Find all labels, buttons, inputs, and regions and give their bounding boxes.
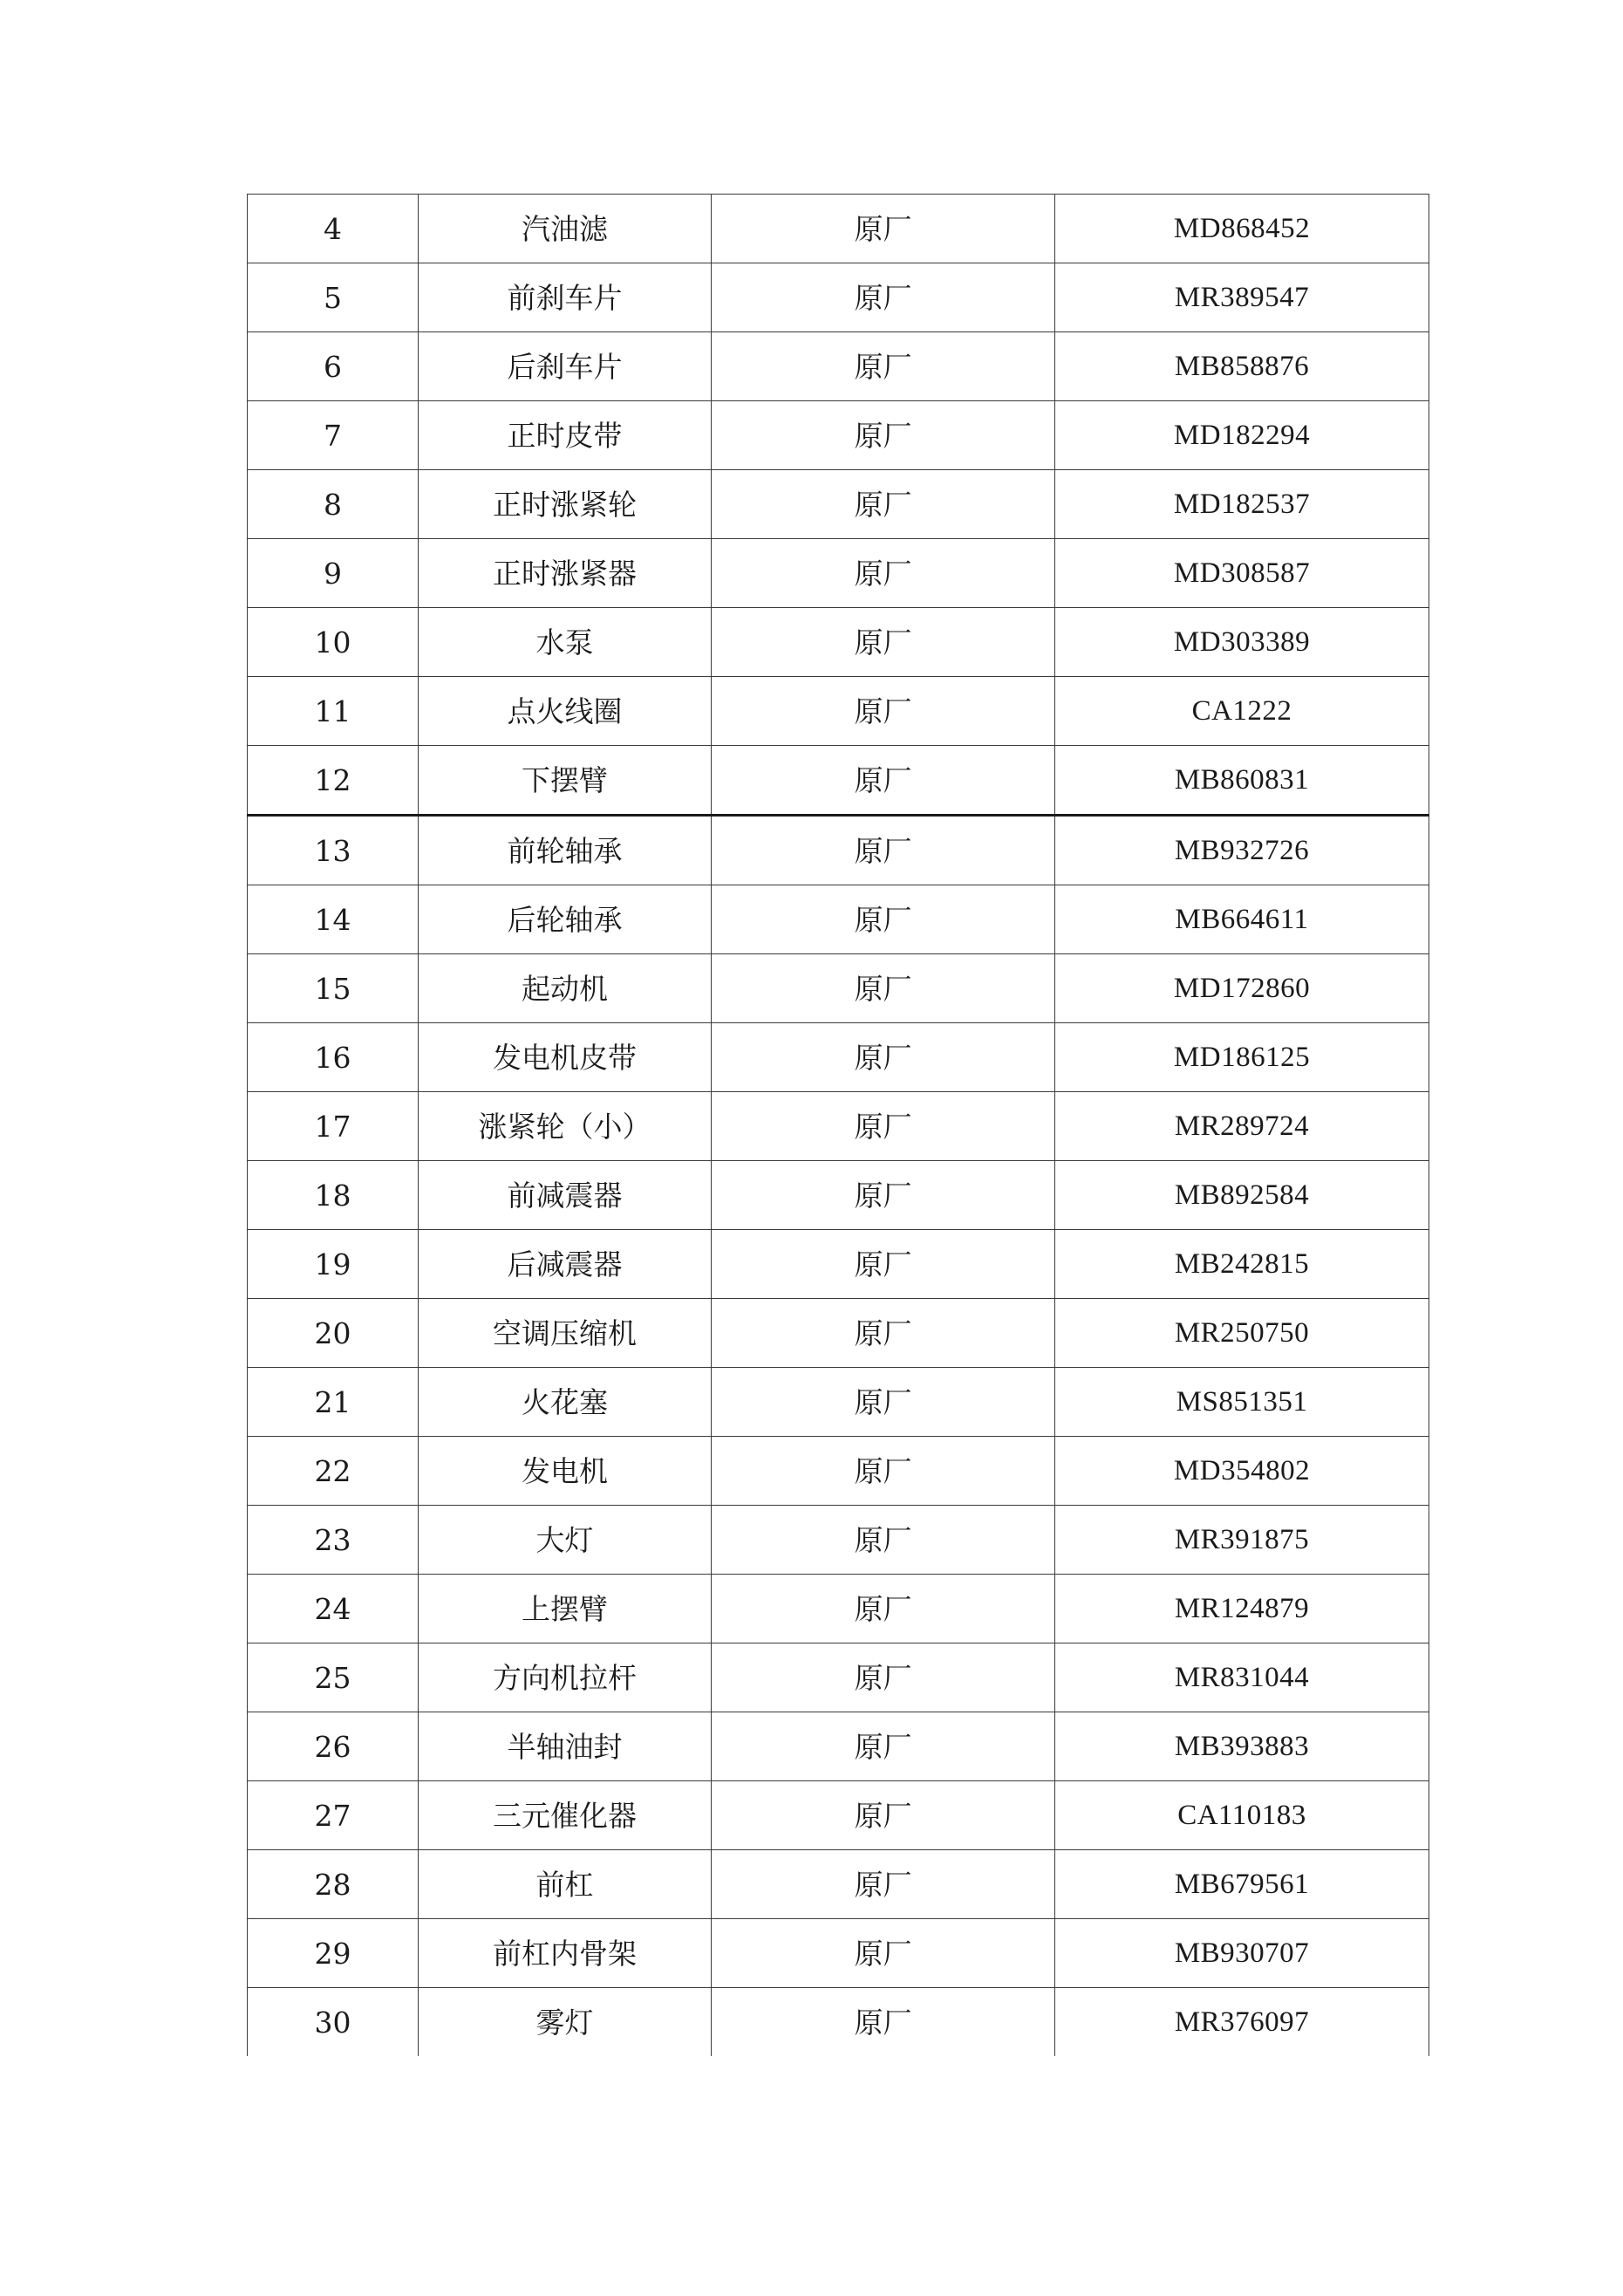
table-row [248,1575,1429,1643]
table-row [248,1230,1429,1299]
row-number: 24 [248,1575,419,1643]
part-source: 原厂 [712,1643,1055,1712]
part-name: 点火线圈 [419,677,712,746]
part-code: CA1222 [1055,677,1429,746]
part-code: MR831044 [1055,1643,1429,1712]
part-code: MB242815 [1055,1230,1429,1299]
part-name: 雾灯 [419,1988,712,2057]
part-source: 原厂 [712,816,1055,885]
table-row [248,1506,1429,1575]
table-row [248,746,1429,816]
part-source: 原厂 [712,1368,1055,1437]
table-row [248,1092,1429,1161]
row-number: 9 [248,539,419,608]
part-source: 原厂 [712,1161,1055,1230]
part-name: 正时涨紧器 [419,539,712,608]
table-row [248,1781,1429,1850]
part-name: 前刹车片 [419,263,712,332]
part-code: MR124879 [1055,1575,1429,1643]
row-number: 16 [248,1023,419,1092]
row-number: 22 [248,1437,419,1506]
row-number: 11 [248,677,419,746]
part-code: MB664611 [1055,885,1429,954]
part-name: 上摆臂 [419,1575,712,1643]
row-number: 15 [248,954,419,1023]
part-source: 原厂 [712,885,1055,954]
table-row [248,816,1429,885]
parts-table-body [248,195,1429,2057]
part-name: 后轮轴承 [419,885,712,954]
row-number: 27 [248,1781,419,1850]
part-code: MR376097 [1055,1988,1429,2057]
part-source: 原厂 [712,1712,1055,1781]
part-code: MD186125 [1055,1023,1429,1092]
row-number: 4 [248,195,419,263]
row-number: 26 [248,1712,419,1781]
table-row [248,401,1429,470]
table-row [248,1023,1429,1092]
part-name: 后刹车片 [419,332,712,401]
row-number: 25 [248,1643,419,1712]
table-row [248,885,1429,954]
row-number: 17 [248,1092,419,1161]
part-source: 原厂 [712,1781,1055,1850]
table-row [248,1988,1429,2057]
table-row [248,1299,1429,1368]
table-row [248,332,1429,401]
row-number: 7 [248,401,419,470]
part-code: MR250750 [1055,1299,1429,1368]
part-source: 原厂 [712,470,1055,539]
part-source: 原厂 [712,1988,1055,2057]
row-number: 28 [248,1850,419,1919]
part-name: 前减震器 [419,1161,712,1230]
part-source: 原厂 [712,1023,1055,1092]
part-code: MD354802 [1055,1437,1429,1506]
part-name: 后减震器 [419,1230,712,1299]
row-number: 30 [248,1988,419,2057]
table-row [248,1368,1429,1437]
part-source: 原厂 [712,1092,1055,1161]
row-number: 13 [248,816,419,885]
row-number: 10 [248,608,419,677]
row-number: 18 [248,1161,419,1230]
part-source: 原厂 [712,195,1055,263]
part-name: 起动机 [419,954,712,1023]
row-number: 12 [248,746,419,816]
part-code: MB858876 [1055,332,1429,401]
part-name: 空调压缩机 [419,1299,712,1368]
row-number: 5 [248,263,419,332]
part-name: 火花塞 [419,1368,712,1437]
table-row [248,1161,1429,1230]
part-code: MR289724 [1055,1092,1429,1161]
table-row [248,1919,1429,1988]
part-source: 原厂 [712,608,1055,677]
part-source: 原厂 [712,1506,1055,1575]
table-row [248,263,1429,332]
part-name: 发电机 [419,1437,712,1506]
part-name: 水泵 [419,608,712,677]
table-row [248,1712,1429,1781]
part-code: MD172860 [1055,954,1429,1023]
part-source: 原厂 [712,1230,1055,1299]
table-row [248,677,1429,746]
part-code: MR391875 [1055,1506,1429,1575]
part-name: 下摆臂 [419,746,712,816]
part-code: CA110183 [1055,1781,1429,1850]
part-name: 三元催化器 [419,1781,712,1850]
part-code: MB892584 [1055,1161,1429,1230]
part-name: 汽油滤 [419,195,712,263]
row-number: 21 [248,1368,419,1437]
part-code: MB932726 [1055,816,1429,885]
part-name: 大灯 [419,1506,712,1575]
table-row [248,608,1429,677]
part-name: 涨紧轮（小） [419,1092,712,1161]
table-row [248,954,1429,1023]
part-source: 原厂 [712,1850,1055,1919]
part-source: 原厂 [712,539,1055,608]
row-number: 23 [248,1506,419,1575]
part-name: 方向机拉杆 [419,1643,712,1712]
part-source: 原厂 [712,332,1055,401]
part-source: 原厂 [712,954,1055,1023]
part-code: MS851351 [1055,1368,1429,1437]
part-code: MD182537 [1055,470,1429,539]
part-name: 前杠 [419,1850,712,1919]
part-name: 正时皮带 [419,401,712,470]
table-row [248,1643,1429,1712]
row-number: 6 [248,332,419,401]
table-row [248,195,1429,263]
row-number: 19 [248,1230,419,1299]
part-source: 原厂 [712,263,1055,332]
part-code: MD868452 [1055,195,1429,263]
part-code: MB860831 [1055,746,1429,816]
part-name: 正时涨紧轮 [419,470,712,539]
parts-table [247,194,1429,2056]
part-code: MD303389 [1055,608,1429,677]
part-code: MD308587 [1055,539,1429,608]
row-number: 20 [248,1299,419,1368]
part-code: MB679561 [1055,1850,1429,1919]
part-source: 原厂 [712,401,1055,470]
row-number: 29 [248,1919,419,1988]
table-row [248,1437,1429,1506]
part-source: 原厂 [712,1575,1055,1643]
table-row [248,539,1429,608]
part-code: MB930707 [1055,1919,1429,1988]
row-number: 8 [248,470,419,539]
part-source: 原厂 [712,1299,1055,1368]
part-source: 原厂 [712,1919,1055,1988]
part-code: MB393883 [1055,1712,1429,1781]
table-row [248,470,1429,539]
part-source: 原厂 [712,1437,1055,1506]
table-row [248,1850,1429,1919]
part-source: 原厂 [712,746,1055,816]
part-source: 原厂 [712,677,1055,746]
part-name: 半轴油封 [419,1712,712,1781]
part-name: 前轮轴承 [419,816,712,885]
part-code: MR389547 [1055,263,1429,332]
part-name: 发电机皮带 [419,1023,712,1092]
part-name: 前杠内骨架 [419,1919,712,1988]
row-number: 14 [248,885,419,954]
part-code: MD182294 [1055,401,1429,470]
